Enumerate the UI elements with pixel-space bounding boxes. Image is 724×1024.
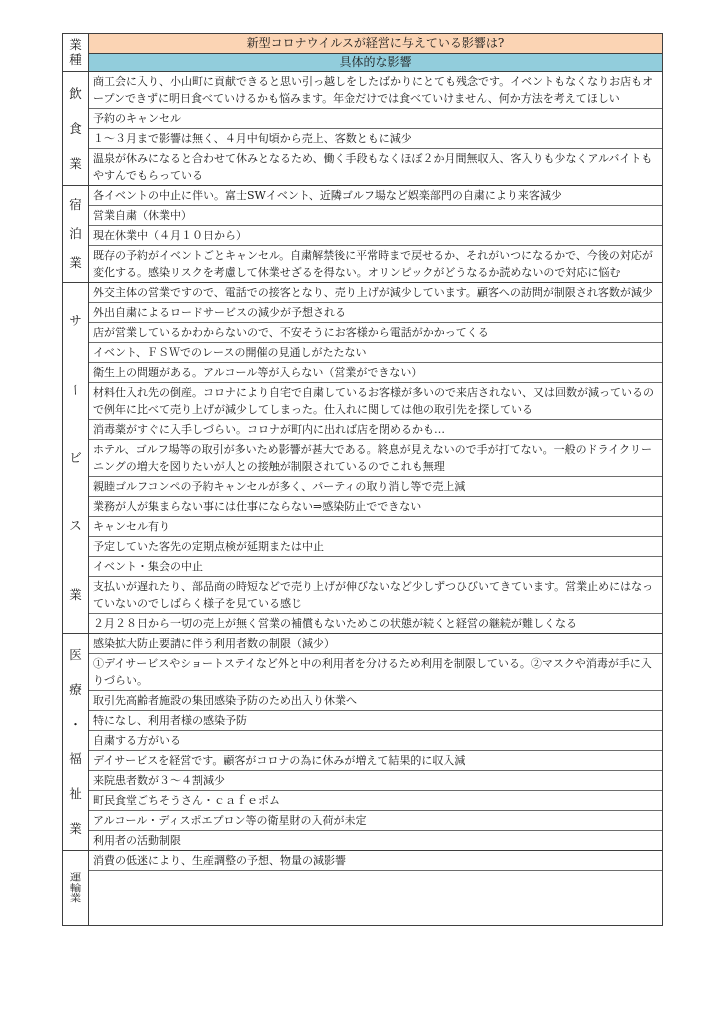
impact-row: 利用者の活動制限 — [93, 834, 181, 847]
industry-label-char: ス — [69, 518, 82, 534]
impact-row: 衛生上の問題がある。アルコール等が入らない（営業ができない） — [89, 363, 662, 383]
impact-row: 自粛する方がいる — [89, 731, 662, 751]
industry-group — [63, 634, 662, 851]
industry-label-char: サ — [69, 313, 82, 329]
impact-row: イベント・集会の中止 — [89, 557, 662, 577]
impact-rows — [89, 851, 662, 925]
impact-row: 温泉が休みになると合わせて休みとなるため、働く手段もなくほぼ２か月間無収入、客入りも少なくアルバイトもやすんでもらっている — [93, 152, 653, 182]
industry-label-char: 業 — [69, 892, 82, 905]
impact-row: ２月２８日から一切の売上が無く営業の補償もないためこの状態が続くと経営の継続が難しくなる — [93, 617, 577, 630]
industry-label-char: ー — [68, 383, 84, 396]
impact-row: 外出自粛によるロードサービスの減少が予想される — [89, 303, 662, 323]
impact-row: 取引先高齢者施設の集団感染予防のため出入り休業へ — [89, 691, 662, 711]
impact-row: 支払いが遅れたり、部品商の時短などで売り上げが伸びないなど少しずつひびいてきています。営業止めにはなっていないのでしばらく様子を見ている感じ — [89, 577, 662, 614]
table-header — [63, 34, 662, 72]
impact-rows — [89, 186, 662, 282]
impact-rows — [89, 634, 662, 850]
industry-group — [63, 283, 662, 634]
impact-row: 特になし、利用者様の感染予防 — [89, 711, 662, 731]
industry-label-char: 業 — [69, 586, 82, 602]
industry-label-char: ・ — [69, 716, 82, 732]
impact-row: 感染拡大防止要請に伴う利用者数の制限（減少） — [89, 634, 662, 654]
impact-row: 既存の予約がイベントごとキャンセル。自粛解禁後に平常時まで戻せるか、それがいつになるかで、今後の対応が変化する。感染リスクを考慮して休業せざるを得ない。オリンピックがどうなるか読めないので対応に悩む — [93, 249, 653, 279]
industry-label-char: 食 — [69, 120, 82, 136]
industry-label — [63, 186, 89, 282]
impact-row: 外交主体の営業ですので、電話での接客となり、売り上げが減少しています。顧客への訪問が制限され客数が減少 — [89, 283, 662, 303]
impact-row: 材料仕入れ先の倒産。コロナにより自宅で自粛しているお客様が多いので来店されない、又は回数が減っているので例年に比べて売り上げが減少してしまった。仕入れに関しては他の取引先を探している — [89, 383, 662, 420]
industry-group — [63, 186, 662, 283]
industry-group — [63, 72, 662, 186]
industry-header-char: 種 — [69, 51, 82, 67]
impact-row: 店が営業しているかわからないので、不安そうにお客様から電話がかかってくる — [89, 323, 662, 343]
industry-label-char: 泊 — [69, 226, 82, 242]
industry-label-char: 医 — [69, 647, 82, 663]
industry-label-char: 業 — [69, 820, 82, 836]
industry-label-char: 業 — [69, 155, 82, 171]
survey-impact-table — [62, 33, 663, 926]
impact-row: 来院患者数が３～４割減少 — [89, 771, 662, 791]
impact-rows — [89, 283, 662, 633]
impact-row: ホテル、ゴルフ場等の取引が多いため影響が甚大である。終息が見えないので手が打てない。一般のドライクリーニングの増大を図りたいが人との接触が制限されているのでこれも無理 — [89, 440, 662, 477]
industry-header-cell — [63, 34, 89, 71]
header-right — [89, 34, 662, 71]
industry-label-char: 輸 — [69, 881, 82, 894]
table-body — [63, 72, 662, 925]
impact-row: 町民食堂ごちそうさん・ｃａｆｅポム — [89, 791, 662, 811]
industry-group — [63, 851, 662, 925]
industry-label-char: 飲 — [69, 85, 82, 101]
industry-label-char: 業 — [69, 255, 82, 271]
impact-rows — [89, 72, 662, 185]
industry-label — [63, 851, 89, 925]
impact-row: １～３月まで影響は無く、４月中旬頃から売上、客数ともに減少 — [89, 129, 662, 149]
impact-row: ①デイサービスやショートステイなど外と中の利用者を分けるため利用を制限している。②マスクや消毒が手に入りづらい。 — [89, 654, 662, 691]
impact-row: 予定していた客先の定期点検が延期または中止 — [89, 537, 662, 557]
impact-row: 各イベントの中止に伴い。富士SWイベント、近隣ゴルフ場など娯楽部門の自粛により来客減少 — [89, 186, 662, 206]
impact-row: 親睦ゴルフコンペの予約キャンセルが多く、パーティの取り消し等で売上減 — [89, 477, 662, 497]
question-header: 新型コロナウイルスが経営に与えている影響は? — [89, 34, 662, 54]
industry-label-char: 祉 — [69, 786, 82, 802]
impact-row: 業務が人が集まらない事には仕事にならない⇒感染防止でできない — [89, 497, 662, 517]
impact-row: 商工会に入り、小山町に貢献できると思い引っ越しをしたばかりにとても残念です。イベントもなくなりお店もオープンできずに明日食べていけるかも悩みます。年金だけでは食べていけません、何か方法を考えてほしい — [89, 72, 662, 109]
impact-row: 現在休業中（４月１０日から） — [89, 226, 662, 246]
industry-label-char: ビ — [69, 450, 82, 466]
industry-header-char: 業 — [69, 37, 82, 53]
impact-row: イベント、ＦＳＷでのレースの開催の見通しがたたない — [89, 343, 662, 363]
industry-label-char: 療 — [69, 682, 82, 698]
impact-row: アルコール・ディスポエプロン等の衛星財の入荷が未定 — [89, 811, 662, 831]
industry-label-char: 宿 — [69, 196, 82, 212]
impact-row: 予約のキャンセル — [89, 109, 662, 129]
industry-label-char: 運 — [69, 870, 82, 883]
industry-label-char: 福 — [69, 751, 82, 767]
industry-label — [63, 634, 89, 850]
impact-row: キャンセル有り — [89, 517, 662, 537]
impact-row: デイサービスを経営です。顧客がコロナの為に休みが増えて結果的に収入減 — [89, 751, 662, 771]
impact-row: 消費の低迷により、生産調整の予想、物量の減影響 — [89, 851, 662, 871]
industry-label — [63, 72, 89, 185]
concrete-impact-header: 具体的な影響 — [89, 54, 662, 71]
impact-row: 消毒薬がすぐに入手しづらい。コロナが町内に出れば店を閉めるかも… — [89, 420, 662, 440]
industry-label — [63, 283, 89, 633]
impact-row: 営業自粛（休業中） — [89, 206, 662, 226]
impact-row — [89, 871, 662, 925]
